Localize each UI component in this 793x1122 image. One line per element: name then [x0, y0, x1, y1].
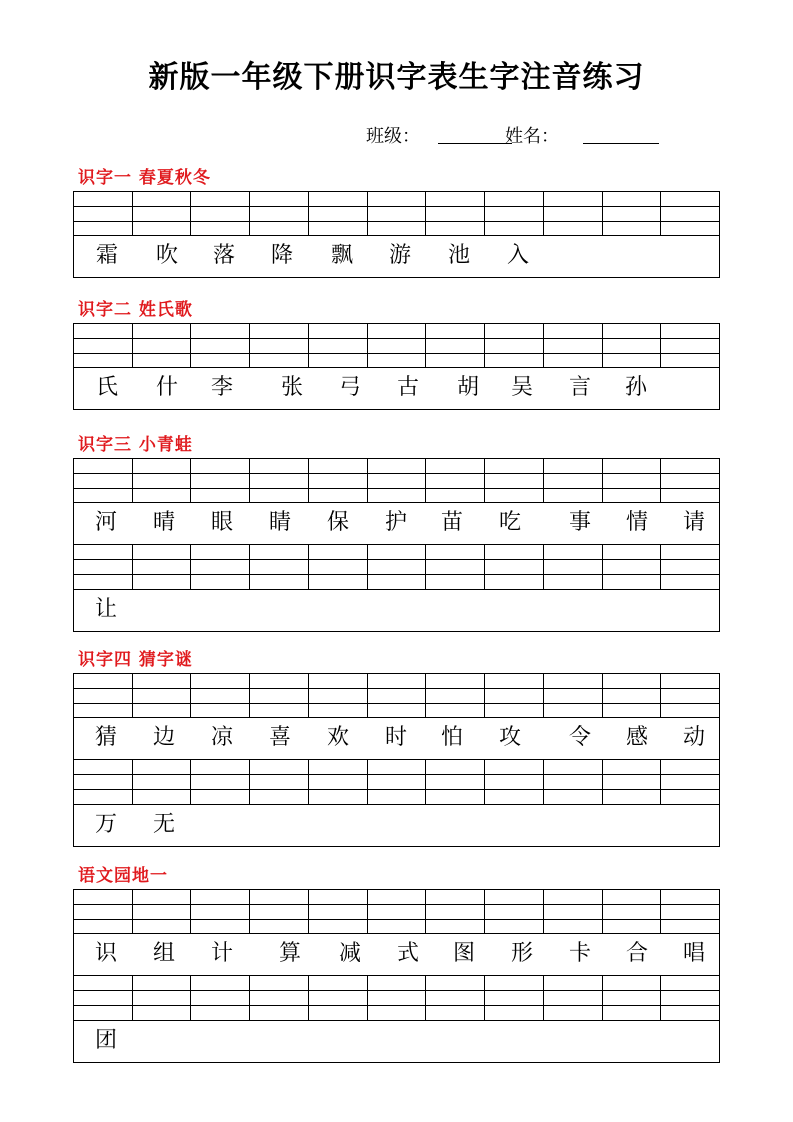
hanzi-character: 霜	[96, 243, 119, 268]
hanzi-character: 护	[385, 510, 408, 535]
hanzi-character: 吹	[156, 243, 179, 268]
pinyin-writing-row	[73, 458, 720, 503]
pinyin-cell[interactable]	[309, 324, 368, 367]
hanzi-character: 事	[569, 510, 592, 535]
pinyin-cell[interactable]	[603, 760, 662, 804]
pinyin-cell[interactable]	[191, 674, 250, 717]
pinyin-cell[interactable]	[426, 459, 485, 502]
hanzi-character: 减	[339, 941, 362, 966]
hanzi-character: 什	[156, 375, 179, 400]
pinyin-cell[interactable]	[250, 890, 309, 933]
hanzi-character: 晴	[153, 510, 176, 535]
pinyin-cell[interactable]	[309, 459, 368, 502]
pinyin-cell[interactable]	[74, 674, 133, 717]
section-title: 识字二 姓氏歌	[78, 300, 193, 320]
pinyin-cell[interactable]	[544, 324, 603, 367]
pinyin-cell[interactable]	[603, 545, 662, 589]
pinyin-cell[interactable]	[74, 324, 133, 367]
pinyin-cell[interactable]	[603, 192, 662, 235]
hanzi-character: 池	[448, 243, 471, 268]
pinyin-cell[interactable]	[603, 890, 662, 933]
pinyin-cell[interactable]	[133, 674, 192, 717]
pinyin-cell[interactable]	[426, 760, 485, 804]
pinyin-cell[interactable]	[426, 890, 485, 933]
pinyin-cell[interactable]	[250, 545, 309, 589]
pinyin-cell[interactable]	[250, 459, 309, 502]
pinyin-cell[interactable]	[309, 760, 368, 804]
hanzi-character: 氏	[96, 375, 119, 400]
hanzi-character: 识	[95, 941, 118, 966]
pinyin-cell[interactable]	[485, 760, 544, 804]
pinyin-cell[interactable]	[133, 890, 192, 933]
hanzi-character: 吴	[511, 375, 534, 400]
pinyin-cell[interactable]	[485, 674, 544, 717]
character-row	[73, 368, 720, 410]
pinyin-cell[interactable]	[544, 192, 603, 235]
pinyin-cell[interactable]	[603, 459, 662, 502]
hanzi-character: 张	[281, 375, 304, 400]
pinyin-cell[interactable]	[250, 976, 309, 1020]
pinyin-writing-row	[73, 760, 720, 805]
pinyin-cell[interactable]	[426, 674, 485, 717]
class-label: 班级：	[366, 126, 420, 147]
hanzi-character: 吃	[499, 510, 522, 535]
pinyin-cell[interactable]	[603, 976, 662, 1020]
name-label: 姓名：	[505, 126, 559, 147]
hanzi-character: 睛	[269, 510, 292, 535]
pinyin-cell[interactable]	[133, 760, 192, 804]
pinyin-cell[interactable]	[368, 459, 427, 502]
character-row	[73, 805, 720, 847]
pinyin-cell[interactable]	[74, 192, 133, 235]
section-title: 识字一 春夏秋冬	[78, 168, 211, 188]
hanzi-character: 情	[626, 510, 649, 535]
hanzi-character: 落	[213, 243, 236, 268]
pinyin-cell[interactable]	[191, 192, 250, 235]
hanzi-character: 攻	[499, 725, 522, 750]
pinyin-cell[interactable]	[250, 674, 309, 717]
pinyin-cell[interactable]	[368, 890, 427, 933]
hanzi-character: 胡	[457, 375, 480, 400]
pinyin-cell[interactable]	[661, 760, 719, 804]
hanzi-character: 喜	[269, 725, 292, 750]
hanzi-character: 动	[683, 725, 706, 750]
pinyin-cell[interactable]	[191, 760, 250, 804]
pinyin-cell[interactable]	[133, 976, 192, 1020]
character-row	[73, 1021, 720, 1063]
pinyin-cell[interactable]	[74, 459, 133, 502]
section-title: 识字三 小青蛙	[78, 435, 193, 455]
hanzi-character: 古	[397, 375, 420, 400]
pinyin-cell[interactable]	[544, 674, 603, 717]
pinyin-cell[interactable]	[544, 976, 603, 1020]
pinyin-cell[interactable]	[603, 324, 662, 367]
pinyin-writing-row	[73, 545, 720, 590]
hanzi-character: 形	[511, 941, 534, 966]
pinyin-cell[interactable]	[544, 760, 603, 804]
pinyin-cell[interactable]	[191, 324, 250, 367]
hanzi-character: 李	[211, 375, 234, 400]
pinyin-cell[interactable]	[133, 192, 192, 235]
pinyin-writing-row	[73, 191, 720, 236]
section-grid	[73, 889, 720, 1063]
pinyin-cell[interactable]	[309, 674, 368, 717]
pinyin-cell[interactable]	[661, 890, 719, 933]
hanzi-character: 万	[95, 812, 118, 837]
hanzi-character: 令	[569, 725, 592, 750]
pinyin-cell[interactable]	[368, 976, 427, 1020]
hanzi-character: 入	[507, 243, 530, 268]
section-grid	[73, 458, 720, 632]
section-title: 识字四 猜字谜	[78, 650, 193, 670]
pinyin-cell[interactable]	[485, 459, 544, 502]
hanzi-character: 言	[569, 375, 592, 400]
hanzi-character: 计	[211, 941, 234, 966]
hanzi-character: 让	[95, 597, 118, 622]
hanzi-character: 眼	[211, 510, 234, 535]
hanzi-character: 怕	[441, 725, 464, 750]
hanzi-character: 图	[453, 941, 476, 966]
hanzi-character: 欢	[327, 725, 350, 750]
pinyin-cell[interactable]	[661, 545, 719, 589]
pinyin-cell[interactable]	[426, 545, 485, 589]
pinyin-cell[interactable]	[661, 674, 719, 717]
pinyin-cell[interactable]	[191, 459, 250, 502]
section-grid	[73, 191, 720, 278]
pinyin-cell[interactable]	[368, 192, 427, 235]
section-title: 语文园地一	[78, 866, 168, 886]
pinyin-cell[interactable]	[191, 890, 250, 933]
pinyin-cell[interactable]	[661, 976, 719, 1020]
pinyin-writing-row	[73, 976, 720, 1021]
hanzi-character: 游	[389, 243, 412, 268]
pinyin-cell[interactable]	[191, 976, 250, 1020]
pinyin-cell[interactable]	[133, 459, 192, 502]
pinyin-cell[interactable]	[250, 192, 309, 235]
pinyin-cell[interactable]	[250, 324, 309, 367]
page-title: 新版一年级下册识字表生字注音练习	[148, 60, 645, 95]
section-grid	[73, 673, 720, 847]
character-row	[73, 718, 720, 760]
hanzi-character: 感	[626, 725, 649, 750]
pinyin-cell[interactable]	[426, 192, 485, 235]
pinyin-cell[interactable]	[544, 890, 603, 933]
pinyin-cell[interactable]	[485, 192, 544, 235]
pinyin-cell[interactable]	[661, 324, 719, 367]
pinyin-cell[interactable]	[485, 976, 544, 1020]
hanzi-character: 团	[95, 1028, 118, 1053]
pinyin-cell[interactable]	[368, 324, 427, 367]
pinyin-cell[interactable]	[250, 760, 309, 804]
pinyin-cell[interactable]	[191, 545, 250, 589]
hanzi-character: 无	[153, 812, 176, 837]
pinyin-cell[interactable]	[426, 324, 485, 367]
pinyin-cell[interactable]	[485, 545, 544, 589]
pinyin-cell[interactable]	[426, 976, 485, 1020]
character-row	[73, 503, 720, 545]
pinyin-cell[interactable]	[368, 674, 427, 717]
pinyin-cell[interactable]	[74, 760, 133, 804]
hanzi-character: 组	[153, 941, 176, 966]
hanzi-character: 凉	[211, 725, 234, 750]
hanzi-character: 猜	[95, 725, 118, 750]
pinyin-writing-row	[73, 889, 720, 934]
pinyin-cell[interactable]	[661, 192, 719, 235]
pinyin-writing-row	[73, 323, 720, 368]
pinyin-cell[interactable]	[603, 674, 662, 717]
pinyin-cell[interactable]	[74, 545, 133, 589]
hanzi-character: 弓	[339, 375, 362, 400]
hanzi-character: 卡	[569, 941, 592, 966]
character-row	[73, 590, 720, 632]
pinyin-cell[interactable]	[309, 192, 368, 235]
hanzi-character: 合	[626, 941, 649, 966]
hanzi-character: 边	[153, 725, 176, 750]
character-row	[73, 236, 720, 278]
pinyin-cell[interactable]	[544, 545, 603, 589]
pinyin-cell[interactable]	[309, 545, 368, 589]
name-blank-line[interactable]	[583, 143, 659, 144]
hanzi-character: 算	[279, 941, 302, 966]
hanzi-character: 降	[271, 243, 294, 268]
pinyin-cell[interactable]	[485, 324, 544, 367]
pinyin-cell[interactable]	[368, 545, 427, 589]
hanzi-character: 唱	[683, 941, 706, 966]
pinyin-cell[interactable]	[661, 459, 719, 502]
character-row	[73, 934, 720, 976]
pinyin-cell[interactable]	[368, 760, 427, 804]
hanzi-character: 式	[397, 941, 420, 966]
pinyin-writing-row	[73, 673, 720, 718]
class-blank-line[interactable]	[438, 143, 512, 144]
section-grid	[73, 323, 720, 410]
pinyin-cell[interactable]	[133, 545, 192, 589]
hanzi-character: 河	[95, 510, 118, 535]
hanzi-character: 苗	[441, 510, 464, 535]
pinyin-cell[interactable]	[309, 976, 368, 1020]
hanzi-character: 保	[327, 510, 350, 535]
pinyin-cell[interactable]	[133, 324, 192, 367]
pinyin-cell[interactable]	[309, 890, 368, 933]
pinyin-cell[interactable]	[74, 976, 133, 1020]
pinyin-cell[interactable]	[74, 890, 133, 933]
hanzi-character: 请	[683, 510, 706, 535]
hanzi-character: 时	[385, 725, 408, 750]
hanzi-character: 飘	[331, 243, 354, 268]
hanzi-character: 孙	[625, 375, 648, 400]
pinyin-cell[interactable]	[485, 890, 544, 933]
pinyin-cell[interactable]	[544, 459, 603, 502]
